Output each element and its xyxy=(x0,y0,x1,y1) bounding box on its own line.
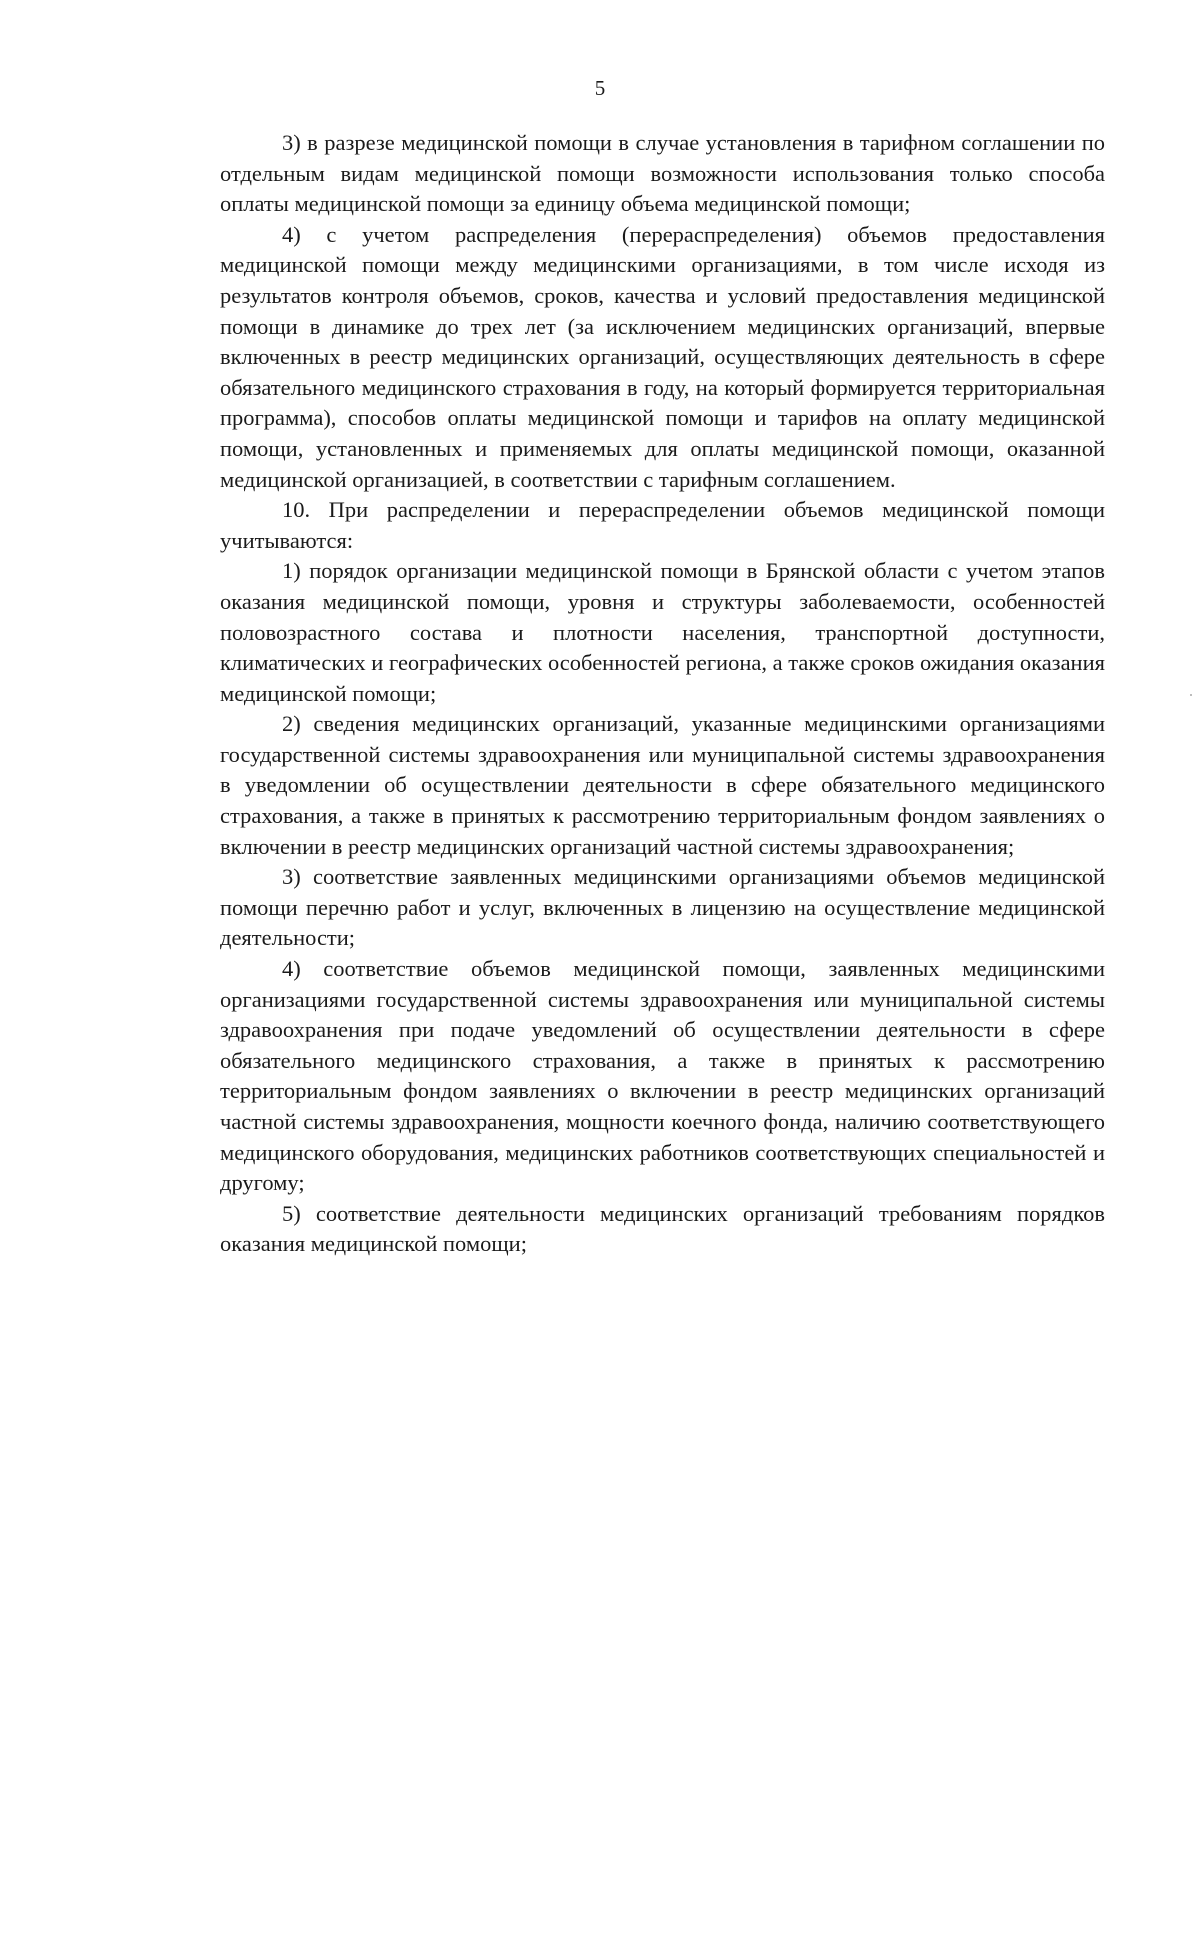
paragraph-clause-10-item-5: 5) соответствие деятельности медицинских организаций требованиям порядков оказания медицинской помощи; xyxy=(220,1200,1105,1257)
paragraph-clause-10: 10. При распределении и перераспределении объемов медицинской помощи учитываются: xyxy=(220,497,1105,553)
page-number: 5 xyxy=(594,76,606,100)
paragraph-clause-10-item-4: 4) соответствие объемов медицинской помощи, заявленных медицинскими организациями государственной системы здравоохранения или муниципальной системы здравоохранения при подаче уведомлений об осуществлении деятельности в сфере обязательного медицинского страхования, а также в принятых к рассмотрению территориальным фондом заявлениях о включении в реестр медицинских организаций частной системы здравоохранения, мощности коечного фонда, наличию соответствующего медицинского оборудования, медицинских работников соответствующих специальностей и другому; xyxy=(220,956,1105,1196)
paragraph-item-3: 3) в разрезе медицинской помощи в случае установления в тарифном соглашении по отдельным видам медицинской помощи возможности использования только способа оплаты медицинской помощи за единицу объема медицинской помощи; xyxy=(220,130,1105,217)
paragraph-clause-10-item-2: 2) сведения медицинских организаций, указанные медицинскими организациями государственной системы здравоохранения или муниципальной системы здравоохранения в уведомлении об осуществлении деятельности в сфере обязательного медицинского страхования, а также в принятых к рассмотрению территориальным фондом заявлениях о включении в реестр медицинских организаций частной системы здравоохранения; xyxy=(220,711,1105,859)
document-body xyxy=(220,128,1105,1260)
scan-speck xyxy=(1190,694,1192,696)
paragraph-clause-10-item-1: 1) порядок организации медицинской помощи в Брянской области с учетом этапов оказания медицинской помощи, уровня и структуры заболеваемости, особенностей половозрастного состава и плотности населения, транспортной доступности, климатических и географических особенностей региона, а также сроков ожидания оказания медицинской помощи; xyxy=(220,558,1105,706)
paragraph-clause-10-item-3: 3) соответствие заявленных медицинскими организациями объемов медицинской помощи перечню работ и услуг, включенных в лицензию на осуществление медицинской деятельности; xyxy=(220,864,1105,951)
paragraph-item-4: 4) с учетом распределения (перераспределения) объемов предоставления медицинской помощи между медицинскими организациями, в том числе исходя из результатов контроля объемов, сроков, качества и условий предоставления медицинской помощи в динамике до трех лет (за исключением медицинских организаций, впервые включенных в реестр медицинских организаций, осуществляющих деятельность в сфере обязательного медицинского страхования в году, на который формируется территориальная программа), способов оплаты медицинской помощи и тарифов на оплату медицинской помощи, установленных и применяемых для оплаты медицинской помощи, оказанной медицинской организацией, в соответствии с тарифным соглашением. xyxy=(220,221,1105,492)
